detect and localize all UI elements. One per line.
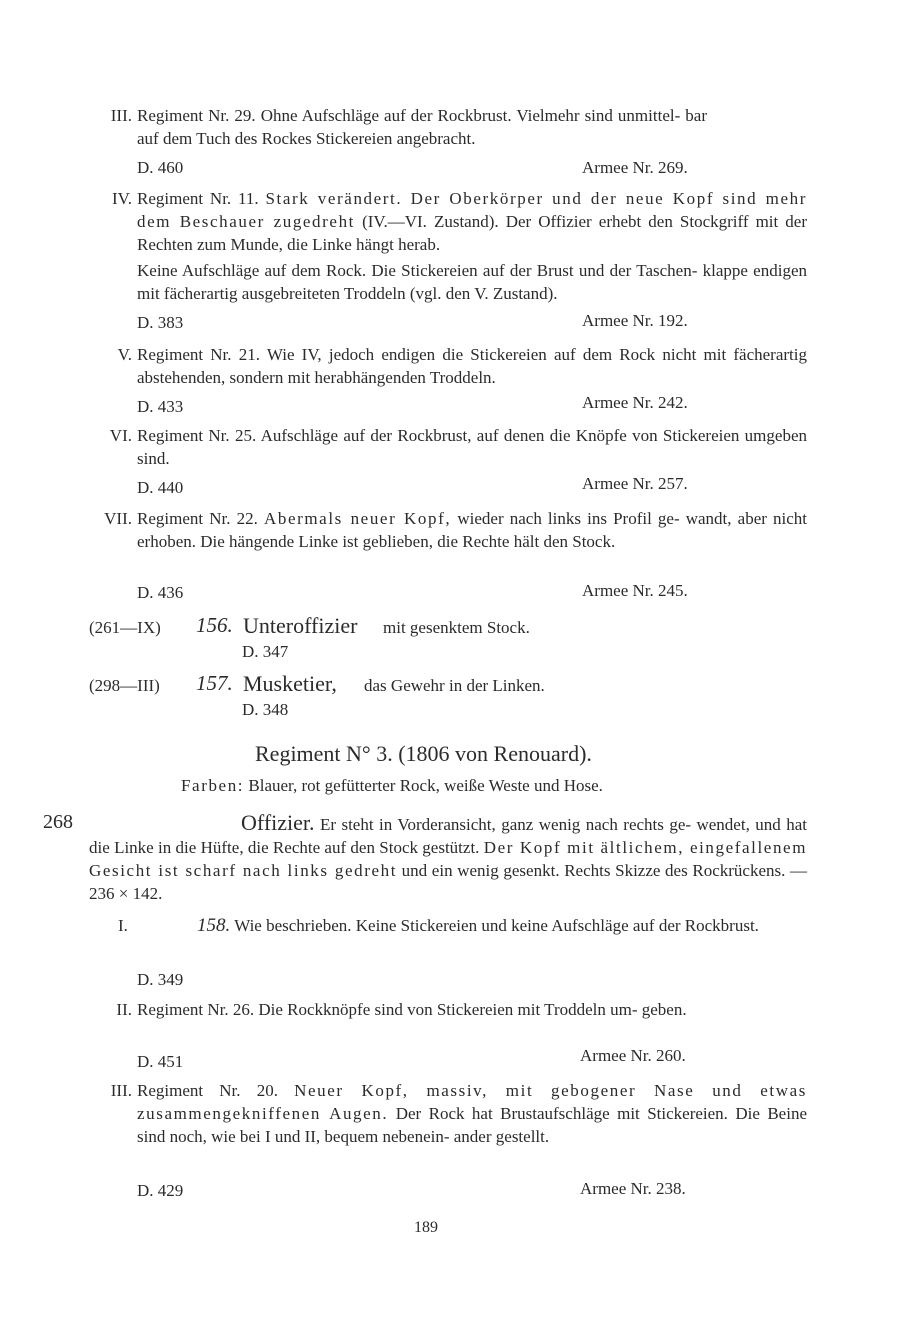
armee-reference: Armee Nr. 269. — [582, 158, 688, 177]
entry-text — [137, 1079, 807, 1148]
plate-reference: D. 429 — [137, 1181, 184, 1200]
catalog-number: 268 — [43, 811, 73, 833]
entry-text — [137, 187, 807, 256]
spaced-emphasis: Neuer Kopf, massiv, mit gebogener Nase und etwas zusammengekniffenen Augen. — [137, 1081, 807, 1123]
state-number: VII. — [104, 509, 132, 528]
state-number: VI. — [109, 426, 132, 445]
regiment-ref: Regiment Nr. 21. — [137, 345, 260, 364]
regiment-ref: Regiment Nr. 25. — [137, 426, 257, 445]
state-number: III. — [110, 1081, 132, 1100]
spaced-emphasis: Stark verändert. Der Oberkörper und der neue Kopf sind mehr dem Beschauer zugedreht — [137, 189, 808, 231]
catalog-reference: (261—IX) — [89, 618, 161, 637]
figure-number: 158. — [197, 915, 231, 936]
description: Wie beschrieben. Keine Stickereien und keine Aufschläge auf der Rockbrust. — [234, 916, 759, 935]
state-number: IV. — [112, 189, 132, 208]
plate-reference: D. 348 — [242, 700, 289, 719]
entry-text-continued: Keine Aufschläge auf dem Rock. Die Stickereien auf der Brust und der Taschen- klappe endigen mit fächerartig ausgebreiteten Troddeln (vgl. den V. Zustand). — [137, 261, 807, 303]
entry-text — [137, 914, 807, 937]
description: Ohne Aufschläge auf der Rockbrust. Vielmehr sind unmittel- bar auf dem Tuch des Rockes Stickereien angebracht. — [137, 106, 707, 148]
description: Die Rockknöpfe sind von Stickereien mit Troddeln um- geben. — [258, 1000, 687, 1019]
figure-description: das Gewehr in der Linken. — [364, 676, 545, 695]
plate-reference: D. 440 — [137, 478, 184, 497]
main-entry-description-end: und ein wenig gesenkt. Rechts Skizze des Rockrückens. — 236 × 142. — [89, 861, 807, 903]
figure-number: 156. — [196, 613, 233, 637]
regiment-ref: Regiment Nr. 20. — [137, 1081, 278, 1100]
main-entry-title: Offizier. — [241, 810, 315, 835]
entry-text — [137, 104, 707, 150]
armee-reference: Armee Nr. 257. — [582, 474, 688, 493]
figure-description: mit gesenktem Stock. — [383, 618, 530, 637]
plate-reference: D. 349 — [137, 970, 184, 989]
entry-text — [137, 507, 807, 553]
main-entry-text — [89, 811, 807, 905]
plate-reference: D. 451 — [137, 1052, 184, 1071]
armee-reference: Armee Nr. 260. — [580, 1046, 686, 1065]
state-number: V. — [117, 345, 132, 364]
plate-reference: D. 460 — [137, 158, 184, 177]
figure-title: Unteroffizier — [243, 613, 358, 638]
entry-text — [137, 424, 807, 470]
regiment-ref: Regiment Nr. 22. — [137, 509, 258, 528]
figure-title: Musketier, — [243, 671, 337, 696]
figure-number: 157. — [196, 671, 233, 695]
section-heading: Regiment N° 3. (1806 von Renouard). — [255, 741, 592, 766]
catalog-reference: (298—III) — [89, 676, 160, 695]
armee-reference: Armee Nr. 245. — [582, 581, 688, 600]
colors-label: Farben: — [181, 776, 245, 795]
description: (IV.—VI. Zustand). Der Offizier erhebt den Stockgriff mit der Rechten zum Munde, die Linke hängt herab. — [137, 212, 808, 254]
page-number: 189 — [414, 1219, 438, 1236]
plate-reference: D. 433 — [137, 397, 184, 416]
state-number: II. — [116, 1000, 132, 1019]
plate-reference: D. 383 — [137, 313, 184, 332]
plate-reference: D. 436 — [137, 583, 184, 602]
section-colors — [181, 774, 603, 797]
armee-reference: Armee Nr. 192. — [582, 311, 688, 330]
description: Der Rock hat Brustaufschläge mit Stickereien. Die Beine sind noch, wie bei I und II, bequem nebenein- ander gestellt. — [137, 1104, 807, 1146]
armee-reference: Armee Nr. 242. — [582, 393, 688, 412]
entry-text — [137, 343, 807, 389]
armee-reference: Armee Nr. 238. — [580, 1179, 686, 1198]
main-entry-description: Er steht in Vorderansicht, ganz wenig nach rechts ge- wendet, und hat die Linke in die Hüfte, die Rechte auf den Stock gestützt. — [89, 815, 807, 857]
regiment-ref: Regiment Nr. 11. — [137, 189, 259, 208]
state-number: III. — [110, 106, 132, 125]
entry-text — [137, 998, 807, 1021]
plate-reference: D. 347 — [242, 642, 289, 661]
description: wieder nach links ins Profil ge- wandt, aber nicht erhoben. Die hängende Linke ist geblieben, die Rechte hält den Stock. — [137, 509, 808, 551]
spaced-emphasis: Abermals neuer Kopf, — [263, 509, 452, 528]
description: Wie IV, jedoch endigen die Stickereien auf dem Rock nicht mit fächerartig abstehenden, sondern mit herabhängenden Troddeln. — [137, 345, 807, 387]
description: Aufschläge auf der Rockbrust, auf denen die Knöpfe von Stickereien umgeben sind. — [137, 426, 808, 468]
colors-text: Blauer, rot gefütterter Rock, weiße Weste und Hose. — [248, 776, 603, 795]
regiment-ref: Regiment Nr. 29. — [137, 106, 256, 125]
regiment-ref: Regiment Nr. 26. — [137, 1000, 255, 1019]
spaced-emphasis: Der Kopf mit ältlichem, eingefallenem Gesicht ist scharf nach links gedreht — [89, 838, 808, 880]
state-number: I. — [118, 916, 128, 935]
